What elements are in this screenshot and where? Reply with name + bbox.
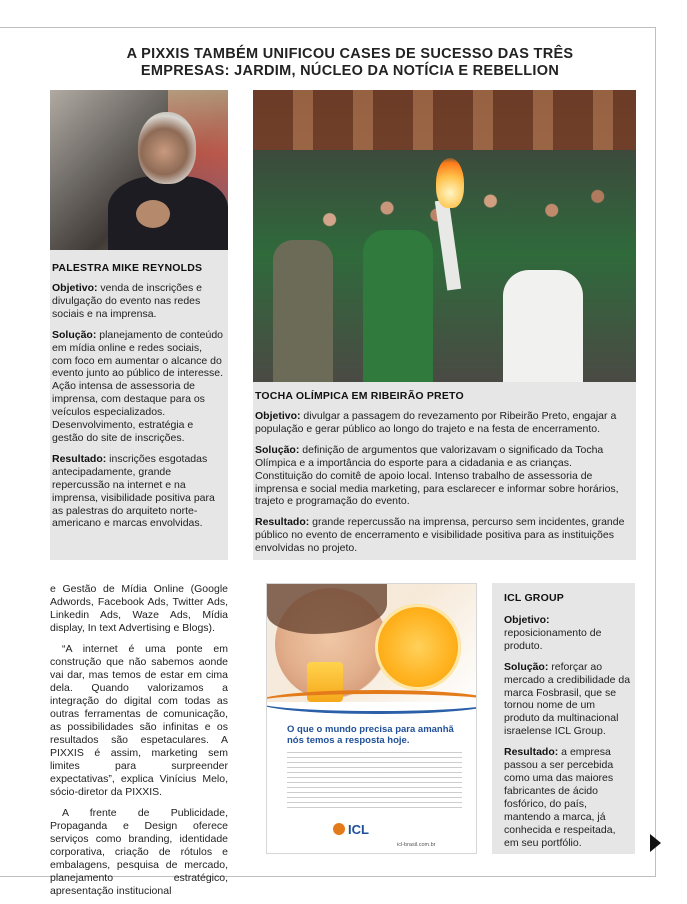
photo-figure-hand xyxy=(136,200,170,228)
ad-orange-slice xyxy=(375,604,461,690)
solution-label: Solução: xyxy=(255,443,300,456)
objective-label: Objetivo: xyxy=(255,410,301,422)
case-solution xyxy=(255,444,627,509)
article-column xyxy=(50,583,228,904)
case-objective xyxy=(255,410,627,436)
article-paragraph-2: “A internet é uma ponte em construção que não sabemos aonde vai dar, mas temos de estar em cima dela. Quando valorizamos a integração do digital com todas as outras ferramentas de comunicação, as possibilidades são infinitas e os resultados são espetaculares. A PIXXIS é assim, marketing sem limites para surpreender expectativas”, explica Vinícius Melo, sócio-diretor da PIXXIS. xyxy=(50,643,228,798)
case-result xyxy=(52,453,224,530)
objective-label: Objetivo: xyxy=(52,282,98,294)
case-title-tocha: TOCHA OLÍMPICA EM RIBEIRÃO PRETO xyxy=(255,390,464,402)
result-text: inscrições esgotadas antecipadamente, grande repercussão na internet e na imprensa, visibilidade positiva para as palestras do arquiteto norte-americano e marcas envolvidas. xyxy=(52,452,215,530)
case-result xyxy=(504,746,631,849)
objective-text: reposicionamento de produto. xyxy=(504,626,602,652)
article-paragraph-3: A frente de Publicidade, Propaganda e Design oferece serviços como branding, identidade corporativa, criação de rótulos e embalagens, pesquisa de mercado, planejamento estratégico, apresentação institucional xyxy=(50,807,228,897)
triangle-right-icon[interactable] xyxy=(650,834,661,852)
case-objective xyxy=(504,614,631,653)
case-body-icl xyxy=(504,614,631,857)
photo-green-figure xyxy=(363,230,433,382)
photo-guard-figure xyxy=(273,240,333,382)
headline-line-1: A PIXXIS TAMBÉM UNIFICOU CASES DE SUCESSO DAS TRÊS xyxy=(126,46,574,62)
ad-url: icl-brasil.com.br xyxy=(397,842,436,848)
solution-label: Solução: xyxy=(504,660,549,673)
case-body-reynolds xyxy=(52,282,224,538)
ad-photo xyxy=(267,584,477,702)
result-label: Resultado: xyxy=(504,746,559,759)
photo-olympic-torch xyxy=(253,90,636,382)
case-title-icl: ICL GROUP xyxy=(504,592,564,604)
result-label: Resultado: xyxy=(52,452,107,465)
case-solution xyxy=(52,329,224,445)
result-label: Resultado: xyxy=(255,516,310,529)
solution-text: planejamento de conteúdo em mídia online e redes sociais, com foco em aumentar o alcance do evento junto ao público de interesse. Ação intensa de assessoria de imprensa, com destaque para os veículos especializados. Desenvolvimento, estratégia e gestão do site de inscrições. xyxy=(52,328,224,444)
article-paragraph-1: e Gestão de Mídia Online (Google Adwords, Facebook Ads, Twitter Ads, Linkedin Ads, Waze Ads, Mídia display, In text Advertising e Blogs). xyxy=(50,583,228,634)
solution-text: definição de argumentos que valorizavam o significado da Tocha Olímpica e a importância do esporte para a cidadania e as crianças. Constituição do comitê de apoio local. Intenso trabalho de assessoria de imprensa e social media marketing, para esclarecer e informar sobre horários, trajeto e programação do evento. xyxy=(255,443,619,508)
solution-text: reforçar ao mercado a credibilidade da marca Fosbrasil, que se tornou nome de um produto da multinacional israelense ICL Group. xyxy=(504,660,631,738)
ad-fine-print xyxy=(287,752,462,812)
page-border-right xyxy=(655,27,656,877)
case-body-tocha xyxy=(255,410,627,563)
photo-mike-reynolds xyxy=(50,90,228,250)
case-result xyxy=(255,516,627,555)
icl-advertisement xyxy=(266,583,477,854)
photo-figure-head xyxy=(138,112,196,184)
objective-text: divulgar a passagem do revezamento por Ribeirão Preto, engajar a população e gerar público ao longo do trajeto e na festa de encerramento. xyxy=(255,410,617,435)
page-headline xyxy=(60,46,640,80)
objective-label: Objetivo: xyxy=(504,614,550,626)
objective-text: venda de inscrições e divulgação do evento nas redes sociais e na imprensa. xyxy=(52,282,202,320)
headline-line-2: EMPRESAS: JARDIM, NÚCLEO DA NOTÍCIA E REBELLION xyxy=(140,63,560,79)
photo-flame xyxy=(436,158,464,208)
ad-wave-graphic xyxy=(266,690,477,714)
page-border-top xyxy=(0,27,656,28)
photo-runner-figure xyxy=(503,270,583,382)
result-text: grande repercussão na imprensa, percurso sem incidentes, grande público no evento de encerramento e visibilidade positiva para as instituições envolvidas no projeto. xyxy=(255,516,625,555)
icl-logo-mark xyxy=(333,823,345,835)
icl-logo xyxy=(333,822,369,837)
solution-label: Solução: xyxy=(52,328,97,341)
ad-headline: O que o mundo precisa para amanhã nós temos a resposta hoje. xyxy=(287,724,454,746)
case-solution xyxy=(504,661,631,738)
result-text: a empresa passou a ser percebida como uma das maiores fabricantes de ácido fosfórico, do país, mantendo a marca, já conhecida e respeitada, em seu portfólio. xyxy=(504,746,616,849)
case-objective xyxy=(52,282,224,321)
icl-logo-text: ICL xyxy=(348,822,369,837)
case-title-reynolds: PALESTRA MIKE REYNOLDS xyxy=(52,262,203,274)
